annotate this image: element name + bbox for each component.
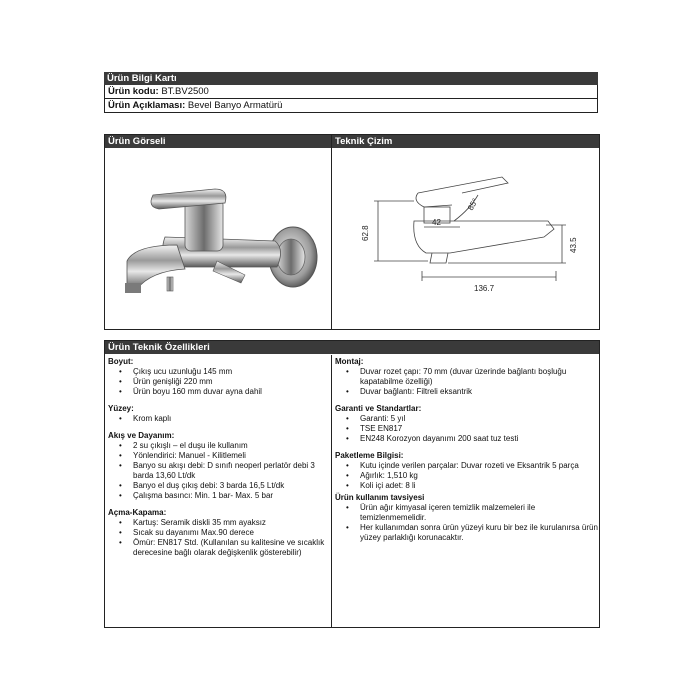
product-desc-label: Ürün Açıklaması: xyxy=(108,100,186,111)
section-title: Boyut: xyxy=(108,357,134,366)
list-item: • 2 su çıkışlı – el duşu ile kullanım xyxy=(129,441,331,451)
section-title: Garanti ve Standartlar: xyxy=(335,404,422,413)
spec-right-column xyxy=(332,355,599,627)
list-item: • Yönlendirici: Manuel - Kilitlemeli xyxy=(129,451,331,461)
technical-drawing xyxy=(332,149,599,329)
list-item: • EN248 Korozyon dayanımı 200 saat tuz testi xyxy=(356,434,599,444)
list-item: • Ömür: EN817 Std. (Kullanılan su kalitesine ve sıcaklık derecesine bağlı olarak değişkenlik gösterebilir) xyxy=(129,538,331,558)
technical-drawing-title: Teknik Çizim xyxy=(332,135,599,148)
list-item: • Duvar bağlantı: Filtreli eksantrik xyxy=(356,387,599,397)
list-item: • Ürün boyu 160 mm duvar ayna dahil xyxy=(129,387,331,397)
list-item: • Banyo su akışı debi: D sınıfı neoperl perlatör debi 3 barda 13,60 Lt/dk xyxy=(129,461,331,481)
product-desc-value: Bevel Banyo Armatürü xyxy=(187,100,283,111)
list-item: • Duvar rozet çapı: 70 mm (duvar üzerinde bağlantı boşluğu kapatabilme özelliği) xyxy=(356,367,599,387)
list-item: • Garanti: 5 yıl xyxy=(356,414,599,424)
list-item: • Krom kaplı xyxy=(129,414,331,424)
section-title: Ürün kullanım tavsiyesi xyxy=(335,493,425,502)
list-item: • Kartuş: Seramik diskli 35 mm ayaksız xyxy=(129,518,331,528)
spec-block xyxy=(104,340,600,628)
product-code-label: Ürün kodu: xyxy=(108,86,159,97)
technical-drawing-svg xyxy=(332,149,598,327)
list-item: • Ürün ağır kimyasal içeren temizlik malzemeleri ile temizlenmemelidir. xyxy=(356,503,599,523)
list-item: • Koli içi adet: 8 li xyxy=(356,481,599,491)
spec-left-column xyxy=(105,355,332,627)
section-title: Paketleme Bilgisi: xyxy=(335,451,404,460)
list-item: • Ağırlık: 1,510 kg xyxy=(356,471,599,481)
section-title: Açma-Kapama: xyxy=(108,508,167,517)
dim-43-5: 43.5 xyxy=(569,237,578,253)
dim-136-7: 136.7 xyxy=(474,284,495,293)
product-code-value: BT.BV2500 xyxy=(161,86,209,97)
section-title: Montaj: xyxy=(335,357,364,366)
product-image-panel xyxy=(105,135,332,329)
list-item: • Ürün genişliği 220 mm xyxy=(129,377,331,387)
info-header: Ürün Bilgi Kartı xyxy=(104,72,598,85)
list-item: • Sıcak su dayanımı Max.90 derece xyxy=(129,528,331,538)
list-item: • TSE EN817 xyxy=(356,424,599,434)
list-item: • Kutu içinde verilen parçalar: Duvar rozeti ve Eksantrik 5 parça xyxy=(356,461,599,471)
product-image-title: Ürün Görseli xyxy=(105,135,331,148)
product-desc-row xyxy=(105,98,597,112)
section-title: Akış ve Dayanım: xyxy=(108,431,175,440)
visual-block xyxy=(104,134,600,330)
product-image xyxy=(105,149,331,329)
technical-drawing-panel xyxy=(332,135,599,329)
section-title: Yüzey: xyxy=(108,404,134,413)
product-info-card xyxy=(104,72,598,113)
list-item: • Her kullanımdan sonra ürün yüzeyi kuru bir bez ile kurulanırsa ürün yüzey parlaklığı korunacaktır. xyxy=(356,523,599,543)
faucet-image xyxy=(105,149,330,327)
dim-85: 85° xyxy=(465,197,480,212)
list-item: • Banyo el duş çıkış debi: 3 barda 16,5 Lt/dk xyxy=(129,481,331,491)
list-item: • Çalışma basıncı: Min. 1 bar- Max. 5 bar xyxy=(129,491,331,501)
dim-62-8: 62.8 xyxy=(361,225,370,241)
list-item: • Çıkış ucu uzunluğu 145 mm xyxy=(129,367,331,377)
spec-header: Ürün Teknik Özellikleri xyxy=(105,341,599,354)
product-code-row xyxy=(105,85,597,98)
dim-42: 42 xyxy=(432,218,441,227)
